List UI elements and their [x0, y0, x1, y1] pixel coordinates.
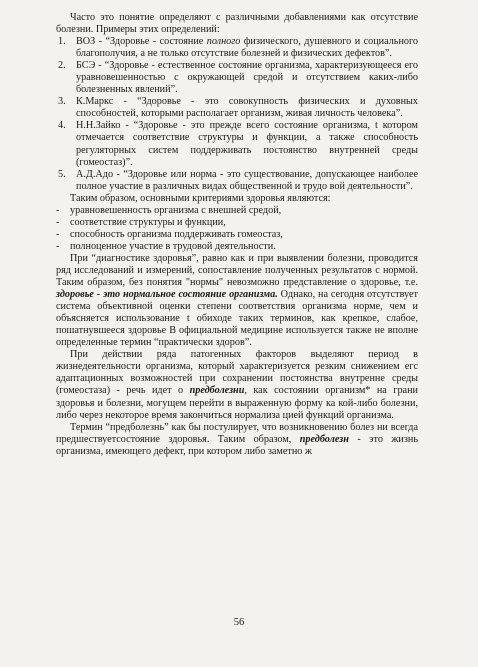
- diagnostics-paragraph: [56, 253, 418, 349]
- predisease-paragraph: [56, 349, 418, 421]
- item-number: 1.: [58, 36, 66, 48]
- definition-text: ВОЗ - “Здоровье - состояние: [76, 36, 207, 48]
- paragraph-text: При “диагностике здоровья”, равно как и при выявлении болезни, проводится ряд исследований и измерений, сопоставление полученных результатов с нормой. Таким образом, без понятия "нормы" невозможно представление о здоровье, т.е.: [56, 252, 418, 289]
- page-number: 56: [233, 617, 245, 628]
- item-number: 5.: [58, 168, 66, 180]
- paragraph-text: - это жизнь организма, имеющего дефект, при котором либо заметно ж: [56, 433, 418, 457]
- definition-text: БСЭ - “Здоровье - естественное состояние организма, характеризующееся его уравновешенностью с окружающей средой и отсутствием каких-либо болезненных явлений”.: [76, 60, 418, 96]
- criteria-text: соответствие структуры и функции,: [70, 216, 226, 228]
- criteria-text: способность организма поддерживать гомеостаз,: [70, 228, 283, 240]
- definition-item: [56, 60, 418, 96]
- definition-item: [56, 120, 418, 168]
- predisease-emphasis: предболезни: [189, 385, 245, 397]
- criteria-item: [56, 205, 418, 217]
- paragraph-text: При действии ряда патогенных факторов выделяют период в жизнедеятельности организма, который характеризуется резким снижением егс адаптационных возможностей при сохранении постоянства внутренне среды (гомеостаза) - речь идет о: [56, 349, 418, 397]
- definition-text: Н.Н.Зайко - “Здоровье - это прежде всего состояние организма, t котором отмечается соответствие структуры и функции, а также способность регуляторных систем поддерживать постоянство внутренней среды (гомеостаз)”.: [76, 120, 418, 168]
- predisease-term-emphasis: предболезн: [299, 433, 349, 445]
- criteria-list: [56, 205, 418, 253]
- definition-item: [56, 169, 418, 193]
- item-number: 3.: [58, 96, 66, 108]
- paragraph-text: , как состоянии организм* на грани здоровья и болезни, могущем перейти в выраженную форму ка кой-либо болезни, либо через некоторое время закончиться нормализа цией функций организма.: [56, 385, 418, 421]
- criteria-text: уравновешенность организма с внешней средой,: [70, 204, 282, 216]
- criteria-text: полноценное участие в трудовой деятельности.: [70, 240, 276, 252]
- item-number: 2.: [58, 60, 66, 72]
- criteria-item: [56, 217, 418, 229]
- criteria-item: [56, 241, 418, 253]
- paragraph-text: Термин “предболезнь” как бы постулирует, что возникновению болез ни всегда предшествуетсостояние здоровья. Таким образом,: [56, 421, 418, 445]
- definition-item: [56, 96, 418, 120]
- criteria-item: [56, 229, 418, 241]
- dash-bullet: -: [56, 228, 60, 240]
- definitions-list: [56, 36, 418, 193]
- intro-paragraph: Часто это понятие определяют с различными добавлениями как отсутствие болезни. Примеры этих определений:: [56, 12, 418, 36]
- norm-definition-emphasis: здоровье - это нормальное состояние организма.: [56, 289, 278, 301]
- paragraph-text: Однако, на сегодня отсутствует система объективной оценки степени соответствия организма норме, чем и объясняется использование t обиходе таких терминов, как крепкое, слабое, пошатнувшееся здоровье В официальной медицине используется также не вполне определенные термин “практически здоров”.: [56, 289, 418, 349]
- dash-bullet: -: [56, 204, 60, 216]
- definition-text: А.Д.Адо - “Здоровье или норма - это существование, допускающее наиболее полное участие в различных видах общественной и трудо вой деятельности”.: [76, 168, 418, 192]
- definition-emphasis: полного: [206, 36, 241, 48]
- definition-text: физического, душевного и социального благополучия, а не только отсутствие болезней и физических дефектов”.: [76, 36, 419, 60]
- item-number: 4.: [58, 120, 66, 132]
- definition-text: К.Маркс - “Здоровье - это совокупность физических и духовных способностей, которыми располагает организм, живая личность человека”.: [76, 96, 418, 120]
- criteria-intro: Таким образом, основными критериями здоровья являются:: [70, 192, 331, 204]
- dash-bullet: -: [56, 216, 60, 228]
- term-paragraph: [56, 422, 418, 458]
- dash-bullet: -: [56, 240, 60, 252]
- definition-item: [56, 36, 418, 60]
